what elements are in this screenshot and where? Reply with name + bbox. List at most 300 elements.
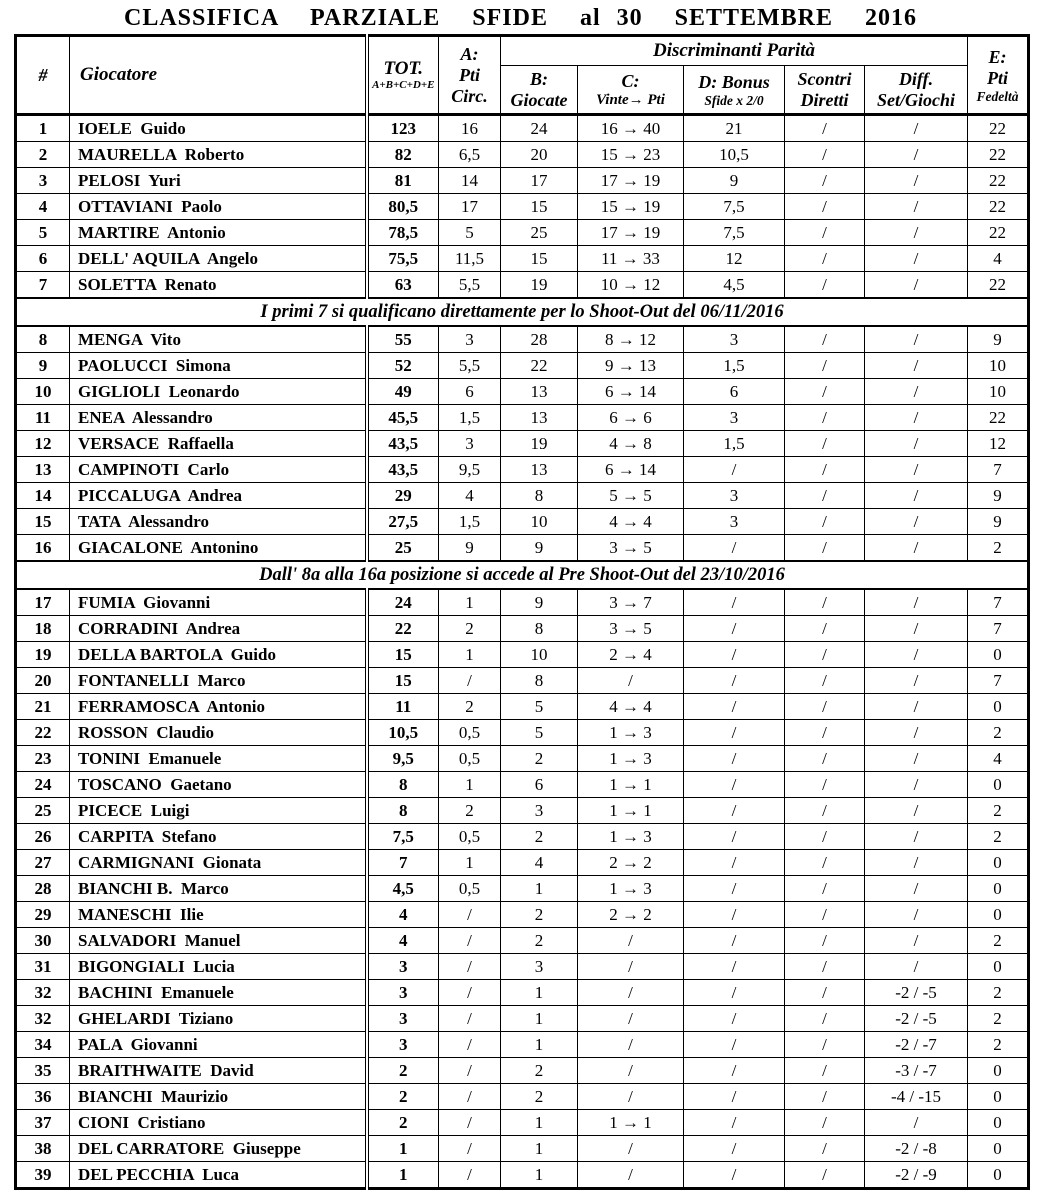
c-cell: 1 → 1 <box>578 798 684 824</box>
player-cell: CIONI Cristiano <box>70 1110 367 1136</box>
tot-cell: 3 <box>367 954 439 980</box>
a-cell: 2 <box>439 616 501 642</box>
player-cell: DEL PECCHIA Luca <box>70 1162 367 1189</box>
tot-cell: 75,5 <box>367 246 439 272</box>
a-cell: / <box>439 1136 501 1162</box>
player-cell: MARTIRE Antonio <box>70 220 367 246</box>
d-cell: / <box>684 1162 785 1189</box>
b-cell: 1 <box>501 1136 578 1162</box>
rank-cell: 13 <box>16 457 70 483</box>
b-cell: 19 <box>501 272 578 299</box>
scontri-cell: / <box>785 272 865 299</box>
scontri-cell: / <box>785 353 865 379</box>
table-row <box>16 720 1029 746</box>
table-row <box>16 772 1029 798</box>
diff-cell: / <box>865 798 968 824</box>
c-cell: 1 → 3 <box>578 746 684 772</box>
diff-cell: / <box>865 405 968 431</box>
diff-cell: / <box>865 246 968 272</box>
a-cell: / <box>439 668 501 694</box>
player-cell: BRAITHWAITE David <box>70 1058 367 1084</box>
rank-cell: 11 <box>16 405 70 431</box>
tot-cell: 15 <box>367 668 439 694</box>
player-cell: DEL CARRATORE Giuseppe <box>70 1136 367 1162</box>
rank-cell: 32 <box>16 1006 70 1032</box>
scontri-cell: / <box>785 746 865 772</box>
scontri-cell: / <box>785 246 865 272</box>
table-row <box>16 431 1029 457</box>
a-cell: 17 <box>439 194 501 220</box>
e-cell: 0 <box>968 1058 1029 1084</box>
player-cell: TOSCANO Gaetano <box>70 772 367 798</box>
a-cell: / <box>439 1110 501 1136</box>
player-cell: BACHINI Emanuele <box>70 980 367 1006</box>
rank-cell: 28 <box>16 876 70 902</box>
a-cell: 4 <box>439 483 501 509</box>
table-row <box>16 483 1029 509</box>
scontri-cell: / <box>785 1110 865 1136</box>
diff-cell: / <box>865 353 968 379</box>
e-cell: 0 <box>968 850 1029 876</box>
player-cell: PICCALUGA Andrea <box>70 483 367 509</box>
diff-cell: / <box>865 194 968 220</box>
a-cell: 0,5 <box>439 876 501 902</box>
table-row <box>16 824 1029 850</box>
header-b <box>501 66 578 115</box>
scontri-cell: / <box>785 850 865 876</box>
diff-cell: -4 / -15 <box>865 1084 968 1110</box>
table-row <box>16 746 1029 772</box>
scontri-cell: / <box>785 720 865 746</box>
qualification-separator-text: Dall' 8a alla 16a posizione si accede al Pre Shoot-Out del 23/10/2016 <box>16 561 1029 589</box>
a-cell: / <box>439 928 501 954</box>
e-cell: 9 <box>968 509 1029 535</box>
diff-cell: / <box>865 668 968 694</box>
standings-table <box>14 34 1030 1190</box>
player-cell: MANESCHI Ilie <box>70 902 367 928</box>
d-cell: / <box>684 642 785 668</box>
header-a-line3: Circ. <box>451 85 488 106</box>
header-a <box>439 36 501 115</box>
rank-cell: 19 <box>16 642 70 668</box>
d-cell: / <box>684 902 785 928</box>
tot-cell: 2 <box>367 1084 439 1110</box>
tot-cell: 43,5 <box>367 431 439 457</box>
d-cell: 1,5 <box>684 431 785 457</box>
e-cell: 0 <box>968 1084 1029 1110</box>
header-scontri-line2: Diretti <box>800 89 849 110</box>
rank-cell: 12 <box>16 431 70 457</box>
table-row <box>16 902 1029 928</box>
b-cell: 2 <box>501 746 578 772</box>
header-e <box>968 36 1029 115</box>
header-c-line1: C: <box>621 70 640 91</box>
c-cell: 4 → 4 <box>578 694 684 720</box>
tot-cell: 45,5 <box>367 405 439 431</box>
tot-cell: 52 <box>367 353 439 379</box>
c-cell: / <box>578 980 684 1006</box>
table-row <box>16 1110 1029 1136</box>
table-row <box>16 326 1029 353</box>
d-cell: / <box>684 798 785 824</box>
player-cell: BIANCHI Maurizio <box>70 1084 367 1110</box>
rank-cell: 34 <box>16 1032 70 1058</box>
c-cell: 5 → 5 <box>578 483 684 509</box>
header-e-line3: Fedeltà <box>976 88 1019 104</box>
rank-cell: 21 <box>16 694 70 720</box>
scontri-cell: / <box>785 772 865 798</box>
tot-cell: 55 <box>367 326 439 353</box>
scontri-cell: / <box>785 431 865 457</box>
header-tot-main: TOT. <box>383 58 424 79</box>
rank-cell: 29 <box>16 902 70 928</box>
c-cell: / <box>578 954 684 980</box>
c-cell: / <box>578 1058 684 1084</box>
diff-cell: / <box>865 457 968 483</box>
scontri-cell: / <box>785 1032 865 1058</box>
a-cell: 2 <box>439 798 501 824</box>
b-cell: 9 <box>501 589 578 616</box>
diff-cell: -2 / -5 <box>865 1006 968 1032</box>
header-row-top <box>16 36 1029 66</box>
a-cell: 9,5 <box>439 457 501 483</box>
scontri-cell: / <box>785 1136 865 1162</box>
table-row <box>16 535 1029 562</box>
c-cell: 1 → 3 <box>578 720 684 746</box>
d-cell: 10,5 <box>684 142 785 168</box>
rank-cell: 4 <box>16 194 70 220</box>
d-cell: / <box>684 457 785 483</box>
b-cell: 5 <box>501 720 578 746</box>
b-cell: 2 <box>501 1084 578 1110</box>
header-a-line1: A: <box>460 43 479 64</box>
b-cell: 13 <box>501 379 578 405</box>
b-cell: 25 <box>501 220 578 246</box>
rank-cell: 31 <box>16 954 70 980</box>
a-cell: / <box>439 902 501 928</box>
c-cell: 1 → 1 <box>578 1110 684 1136</box>
a-cell: 5,5 <box>439 353 501 379</box>
c-cell: / <box>578 668 684 694</box>
d-cell: / <box>684 1006 785 1032</box>
b-cell: 13 <box>501 457 578 483</box>
player-cell: BIGONGIALI Lucia <box>70 954 367 980</box>
diff-cell: / <box>865 694 968 720</box>
a-cell: 14 <box>439 168 501 194</box>
table-row <box>16 928 1029 954</box>
e-cell: 4 <box>968 746 1029 772</box>
tot-cell: 80,5 <box>367 194 439 220</box>
scontri-cell: / <box>785 483 865 509</box>
diff-cell: / <box>865 902 968 928</box>
d-cell: / <box>684 824 785 850</box>
e-cell: 0 <box>968 954 1029 980</box>
table-row <box>16 1058 1029 1084</box>
e-cell: 10 <box>968 379 1029 405</box>
b-cell: 22 <box>501 353 578 379</box>
c-cell: / <box>578 928 684 954</box>
d-cell: / <box>684 668 785 694</box>
tot-cell: 8 <box>367 772 439 798</box>
table-row <box>16 405 1029 431</box>
d-cell: / <box>684 535 785 562</box>
b-cell: 2 <box>501 824 578 850</box>
table-row <box>16 115 1029 142</box>
c-cell: 2 → 2 <box>578 902 684 928</box>
d-cell: / <box>684 589 785 616</box>
d-cell: / <box>684 746 785 772</box>
d-cell: / <box>684 616 785 642</box>
header-e-line2: Pti <box>987 67 1009 88</box>
a-cell: 0,5 <box>439 824 501 850</box>
player-cell: VERSACE Raffaella <box>70 431 367 457</box>
scontri-cell: / <box>785 326 865 353</box>
c-cell: 4 → 8 <box>578 431 684 457</box>
a-cell: / <box>439 1162 501 1189</box>
diff-cell: / <box>865 824 968 850</box>
diff-cell: / <box>865 168 968 194</box>
e-cell: 2 <box>968 824 1029 850</box>
c-cell: / <box>578 1084 684 1110</box>
b-cell: 10 <box>501 509 578 535</box>
header-b-line1: B: <box>530 68 548 89</box>
b-cell: 2 <box>501 928 578 954</box>
d-cell: / <box>684 1058 785 1084</box>
table-row <box>16 642 1029 668</box>
player-cell: PICECE Luigi <box>70 798 367 824</box>
rank-cell: 7 <box>16 272 70 299</box>
header-tot <box>367 36 439 115</box>
table-row <box>16 589 1029 616</box>
table-body <box>16 115 1029 1189</box>
tot-cell: 43,5 <box>367 457 439 483</box>
d-cell: / <box>684 1084 785 1110</box>
header-d <box>684 66 785 115</box>
table-row <box>16 457 1029 483</box>
e-cell: 22 <box>968 220 1029 246</box>
c-cell: 15 → 19 <box>578 194 684 220</box>
e-cell: 22 <box>968 405 1029 431</box>
scontri-cell: / <box>785 1058 865 1084</box>
player-cell: ENEA Alessandro <box>70 405 367 431</box>
tot-cell: 7,5 <box>367 824 439 850</box>
b-cell: 3 <box>501 954 578 980</box>
d-cell: / <box>684 954 785 980</box>
player-cell: DELLA BARTOLA Guido <box>70 642 367 668</box>
tot-cell: 2 <box>367 1058 439 1084</box>
e-cell: 22 <box>968 272 1029 299</box>
b-cell: 2 <box>501 1058 578 1084</box>
player-cell: FONTANELLI Marco <box>70 668 367 694</box>
diff-cell: / <box>865 642 968 668</box>
tot-cell: 78,5 <box>367 220 439 246</box>
d-cell: / <box>684 876 785 902</box>
b-cell: 20 <box>501 142 578 168</box>
diff-cell: / <box>865 509 968 535</box>
c-cell: 4 → 4 <box>578 509 684 535</box>
header-scontri-diretti <box>785 66 865 115</box>
qualification-separator-row <box>16 561 1029 589</box>
tot-cell: 27,5 <box>367 509 439 535</box>
scontri-cell: / <box>785 509 865 535</box>
tot-cell: 29 <box>367 483 439 509</box>
diff-cell: / <box>865 272 968 299</box>
header-diff-line2: Set/Giochi <box>877 89 956 110</box>
e-cell: 2 <box>968 535 1029 562</box>
b-cell: 15 <box>501 246 578 272</box>
rank-cell: 6 <box>16 246 70 272</box>
rank-cell: 18 <box>16 616 70 642</box>
b-cell: 8 <box>501 483 578 509</box>
c-cell: 1 → 3 <box>578 824 684 850</box>
player-cell: DELL' AQUILA Angelo <box>70 246 367 272</box>
diff-cell: / <box>865 142 968 168</box>
tot-cell: 81 <box>367 168 439 194</box>
b-cell: 2 <box>501 902 578 928</box>
diff-cell: / <box>865 589 968 616</box>
diff-cell: -3 / -7 <box>865 1058 968 1084</box>
tot-cell: 3 <box>367 1006 439 1032</box>
b-cell: 1 <box>501 1006 578 1032</box>
e-cell: 10 <box>968 353 1029 379</box>
rank-cell: 16 <box>16 535 70 562</box>
player-cell: TATA Alessandro <box>70 509 367 535</box>
e-cell: 7 <box>968 668 1029 694</box>
b-cell: 19 <box>501 431 578 457</box>
table-row <box>16 694 1029 720</box>
e-cell: 0 <box>968 694 1029 720</box>
b-cell: 15 <box>501 194 578 220</box>
scontri-cell: / <box>785 980 865 1006</box>
c-cell: 1 → 3 <box>578 876 684 902</box>
diff-cell: / <box>865 928 968 954</box>
d-cell: 3 <box>684 326 785 353</box>
a-cell: 6,5 <box>439 142 501 168</box>
tot-cell: 22 <box>367 616 439 642</box>
tot-cell: 2 <box>367 1110 439 1136</box>
rank-cell: 22 <box>16 720 70 746</box>
table-row <box>16 1162 1029 1189</box>
table-row <box>16 1136 1029 1162</box>
e-cell: 0 <box>968 1136 1029 1162</box>
a-cell: 3 <box>439 431 501 457</box>
tot-cell: 7 <box>367 850 439 876</box>
a-cell: / <box>439 980 501 1006</box>
c-cell: 16 → 40 <box>578 115 684 142</box>
b-cell: 1 <box>501 1032 578 1058</box>
scontri-cell: / <box>785 876 865 902</box>
player-cell: CARMIGNANI Gionata <box>70 850 367 876</box>
tot-cell: 1 <box>367 1162 439 1189</box>
rank-cell: 30 <box>16 928 70 954</box>
scontri-cell: / <box>785 535 865 562</box>
player-cell: FERRAMOSCA Antonio <box>70 694 367 720</box>
d-cell: / <box>684 980 785 1006</box>
c-cell: 6 → 6 <box>578 405 684 431</box>
tot-cell: 25 <box>367 535 439 562</box>
e-cell: 9 <box>968 326 1029 353</box>
tot-cell: 9,5 <box>367 746 439 772</box>
e-cell: 4 <box>968 246 1029 272</box>
header-d-line2: Sfide x 2/0 <box>704 92 764 108</box>
header-c-line2: Vinte→ Pti <box>596 91 665 108</box>
rank-cell: 3 <box>16 168 70 194</box>
player-cell: MAURELLA Roberto <box>70 142 367 168</box>
b-cell: 1 <box>501 1162 578 1189</box>
scontri-cell: / <box>785 798 865 824</box>
e-cell: 7 <box>968 589 1029 616</box>
a-cell: 5 <box>439 220 501 246</box>
e-cell: 2 <box>968 1006 1029 1032</box>
e-cell: 0 <box>968 1162 1029 1189</box>
diff-cell: / <box>865 483 968 509</box>
diff-cell: / <box>865 746 968 772</box>
diff-cell: / <box>865 431 968 457</box>
header-discriminanti-parita: Discriminanti Parità <box>501 36 968 66</box>
header-rank: # <box>16 36 70 115</box>
d-cell: 7,5 <box>684 194 785 220</box>
b-cell: 4 <box>501 850 578 876</box>
e-cell: 22 <box>968 115 1029 142</box>
diff-cell: / <box>865 220 968 246</box>
player-cell: BIANCHI B. Marco <box>70 876 367 902</box>
table-row <box>16 954 1029 980</box>
a-cell: 1 <box>439 850 501 876</box>
e-cell: 12 <box>968 431 1029 457</box>
tot-cell: 4 <box>367 902 439 928</box>
e-cell: 0 <box>968 902 1029 928</box>
tot-cell: 24 <box>367 589 439 616</box>
player-cell: ROSSON Claudio <box>70 720 367 746</box>
diff-cell: / <box>865 772 968 798</box>
e-cell: 2 <box>968 1032 1029 1058</box>
rank-cell: 25 <box>16 798 70 824</box>
player-cell: OTTAVIANI Paolo <box>70 194 367 220</box>
scontri-cell: / <box>785 194 865 220</box>
tot-cell: 3 <box>367 980 439 1006</box>
a-cell: / <box>439 1058 501 1084</box>
scontri-cell: / <box>785 589 865 616</box>
header-c <box>578 66 684 115</box>
c-cell: 1 → 1 <box>578 772 684 798</box>
diff-cell: / <box>865 379 968 405</box>
c-cell: 3 → 5 <box>578 616 684 642</box>
table-row <box>16 142 1029 168</box>
rank-cell: 14 <box>16 483 70 509</box>
rank-cell: 24 <box>16 772 70 798</box>
tot-cell: 63 <box>367 272 439 299</box>
tot-cell: 3 <box>367 1032 439 1058</box>
rank-cell: 27 <box>16 850 70 876</box>
diff-cell: -2 / -7 <box>865 1032 968 1058</box>
d-cell: 3 <box>684 509 785 535</box>
table-row <box>16 272 1029 299</box>
tot-cell: 15 <box>367 642 439 668</box>
e-cell: 22 <box>968 142 1029 168</box>
c-cell: / <box>578 1006 684 1032</box>
scontri-cell: / <box>785 379 865 405</box>
a-cell: / <box>439 1032 501 1058</box>
d-cell: 1,5 <box>684 353 785 379</box>
player-cell: SOLETTA Renato <box>70 272 367 299</box>
rank-cell: 37 <box>16 1110 70 1136</box>
header-diff-line1: Diff. <box>898 68 934 89</box>
qualification-separator-row <box>16 298 1029 326</box>
a-cell: 0,5 <box>439 746 501 772</box>
a-cell: / <box>439 1084 501 1110</box>
rank-cell: 32 <box>16 980 70 1006</box>
header-a-line2: Pti <box>459 64 480 85</box>
